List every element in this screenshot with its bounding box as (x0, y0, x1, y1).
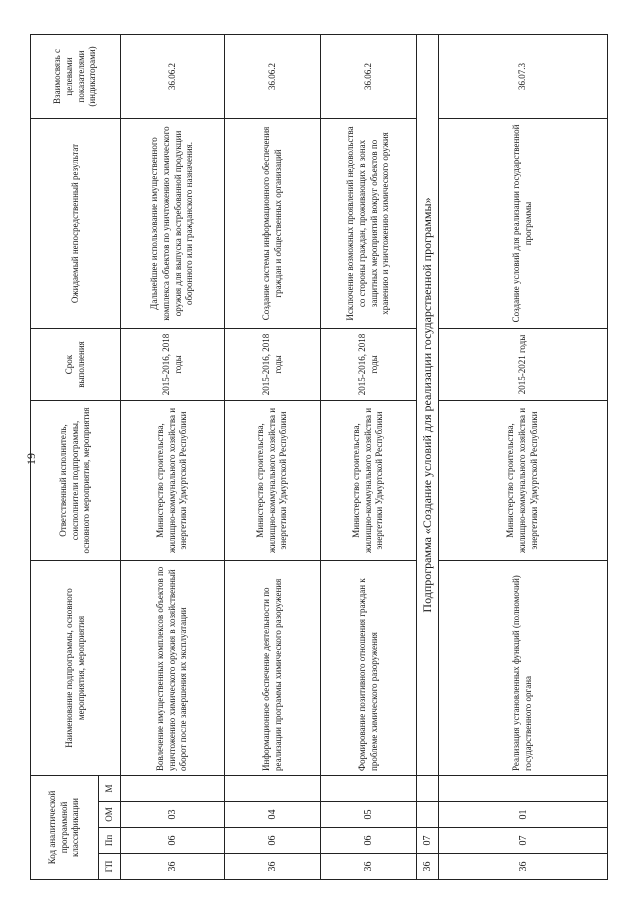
cell-result: Создание системы информационного обеспечения граждан и общественных организаций (225, 119, 321, 329)
subprogram-row (417, 35, 439, 880)
header-name: Наименование подпрограммы, основного мероприятия, мероприятия (31, 561, 121, 776)
cell-pp: 06 (321, 828, 417, 854)
cell-responsible: Министерство строительства, жилищно-коммунального хозяйства и энергетики Удмуртской Республики (321, 401, 417, 561)
cell-name: Информационное обеспечение деятельности по реализации программы химического разоружения (225, 561, 321, 776)
cell-empty (417, 802, 439, 828)
cell-gp: 36 (417, 854, 439, 880)
cell-om: 03 (121, 802, 225, 828)
cell-m (321, 776, 417, 802)
cell-pp: 06 (225, 828, 321, 854)
cell-link: 36.06.2 (121, 35, 225, 119)
cell-m (121, 776, 225, 802)
cell-om: 04 (225, 802, 321, 828)
cell-pp: 07 (439, 828, 608, 854)
cell-name: Реализация установленных функций (полномочий) государственного органа (439, 561, 608, 776)
cell-responsible: Министерство строительства, жилищно-коммунального хозяйства и энергетики Удмуртской Республики (225, 401, 321, 561)
header-term: Срок выполнения (31, 329, 121, 401)
cell-pp: 07 (417, 828, 439, 854)
cell-link: 36.07.3 (439, 35, 608, 119)
cell-result: Дальнейшее использование имущественного комплекса объектов по уничтожению химического оружия для выпуска востребованной продукции оборонного или гражданского назначения. (121, 119, 225, 329)
cell-responsible: Министерство строительства, жилищно-коммунального хозяйства и энергетики Удмуртской Республики (121, 401, 225, 561)
cell-responsible: Министерство строительства, жилищно-коммунального хозяйства и энергетики Удмуртской Республики (439, 401, 608, 561)
header-gp: ГП (99, 854, 121, 880)
cell-pp: 06 (121, 828, 225, 854)
cell-term: 2015-2016, 2018 годы (321, 329, 417, 401)
cell-link: 36.06.2 (225, 35, 321, 119)
header-pp: Пп (99, 828, 121, 854)
subprogram-title: Подпрограмма «Создание условий для реализации государственной программы» (417, 35, 439, 776)
table-row (439, 35, 608, 880)
table-row (225, 35, 321, 880)
cell-term: 2015-2016, 2018 годы (121, 329, 225, 401)
cell-empty (417, 776, 439, 802)
header-row-1 (31, 35, 99, 880)
header-om: ОМ (99, 802, 121, 828)
cell-gp: 36 (321, 854, 417, 880)
table-row (321, 35, 417, 880)
cell-m (225, 776, 321, 802)
cell-term: 2015-2021 годы (439, 329, 608, 401)
table-row (121, 35, 225, 880)
cell-m (439, 776, 608, 802)
cell-om: 01 (439, 802, 608, 828)
cell-gp: 36 (439, 854, 608, 880)
header-code-group: Код аналитической программной классификации (31, 776, 99, 880)
cell-result: Исключение возможных проявлений недовольства со стороны граждан, проживающих в зонах защитных мероприятий вокруг объектов по хранению и уничтожению химического оружия (321, 119, 417, 329)
header-responsible: Ответственный исполнитель, соисполнители подпрограммы, основного мероприятия, мероприятия (31, 401, 121, 561)
page-number: 19 (24, 453, 38, 465)
cell-gp: 36 (225, 854, 321, 880)
cell-gp: 36 (121, 854, 225, 880)
cell-link: 36.06.2 (321, 35, 417, 119)
cell-name: Формирование позитивного отношения граждан к проблеме химического разоружения (321, 561, 417, 776)
cell-name: Вовлечение имущественных комплексов объектов по уничтожению химического оружия в хозяйственный оборот после завершения их эксплуатации (121, 561, 225, 776)
cell-term: 2015-2016, 2018 годы (225, 329, 321, 401)
cell-om: 05 (321, 802, 417, 828)
header-link: Взаимосвязь с целевыми показателями (индикаторами) (31, 35, 121, 119)
program-table (30, 34, 608, 880)
header-m: М (99, 776, 121, 802)
header-result: Ожидаемый непосредственный результат (31, 119, 121, 329)
cell-result: Создание условий для реализации государственной программы (439, 119, 608, 329)
